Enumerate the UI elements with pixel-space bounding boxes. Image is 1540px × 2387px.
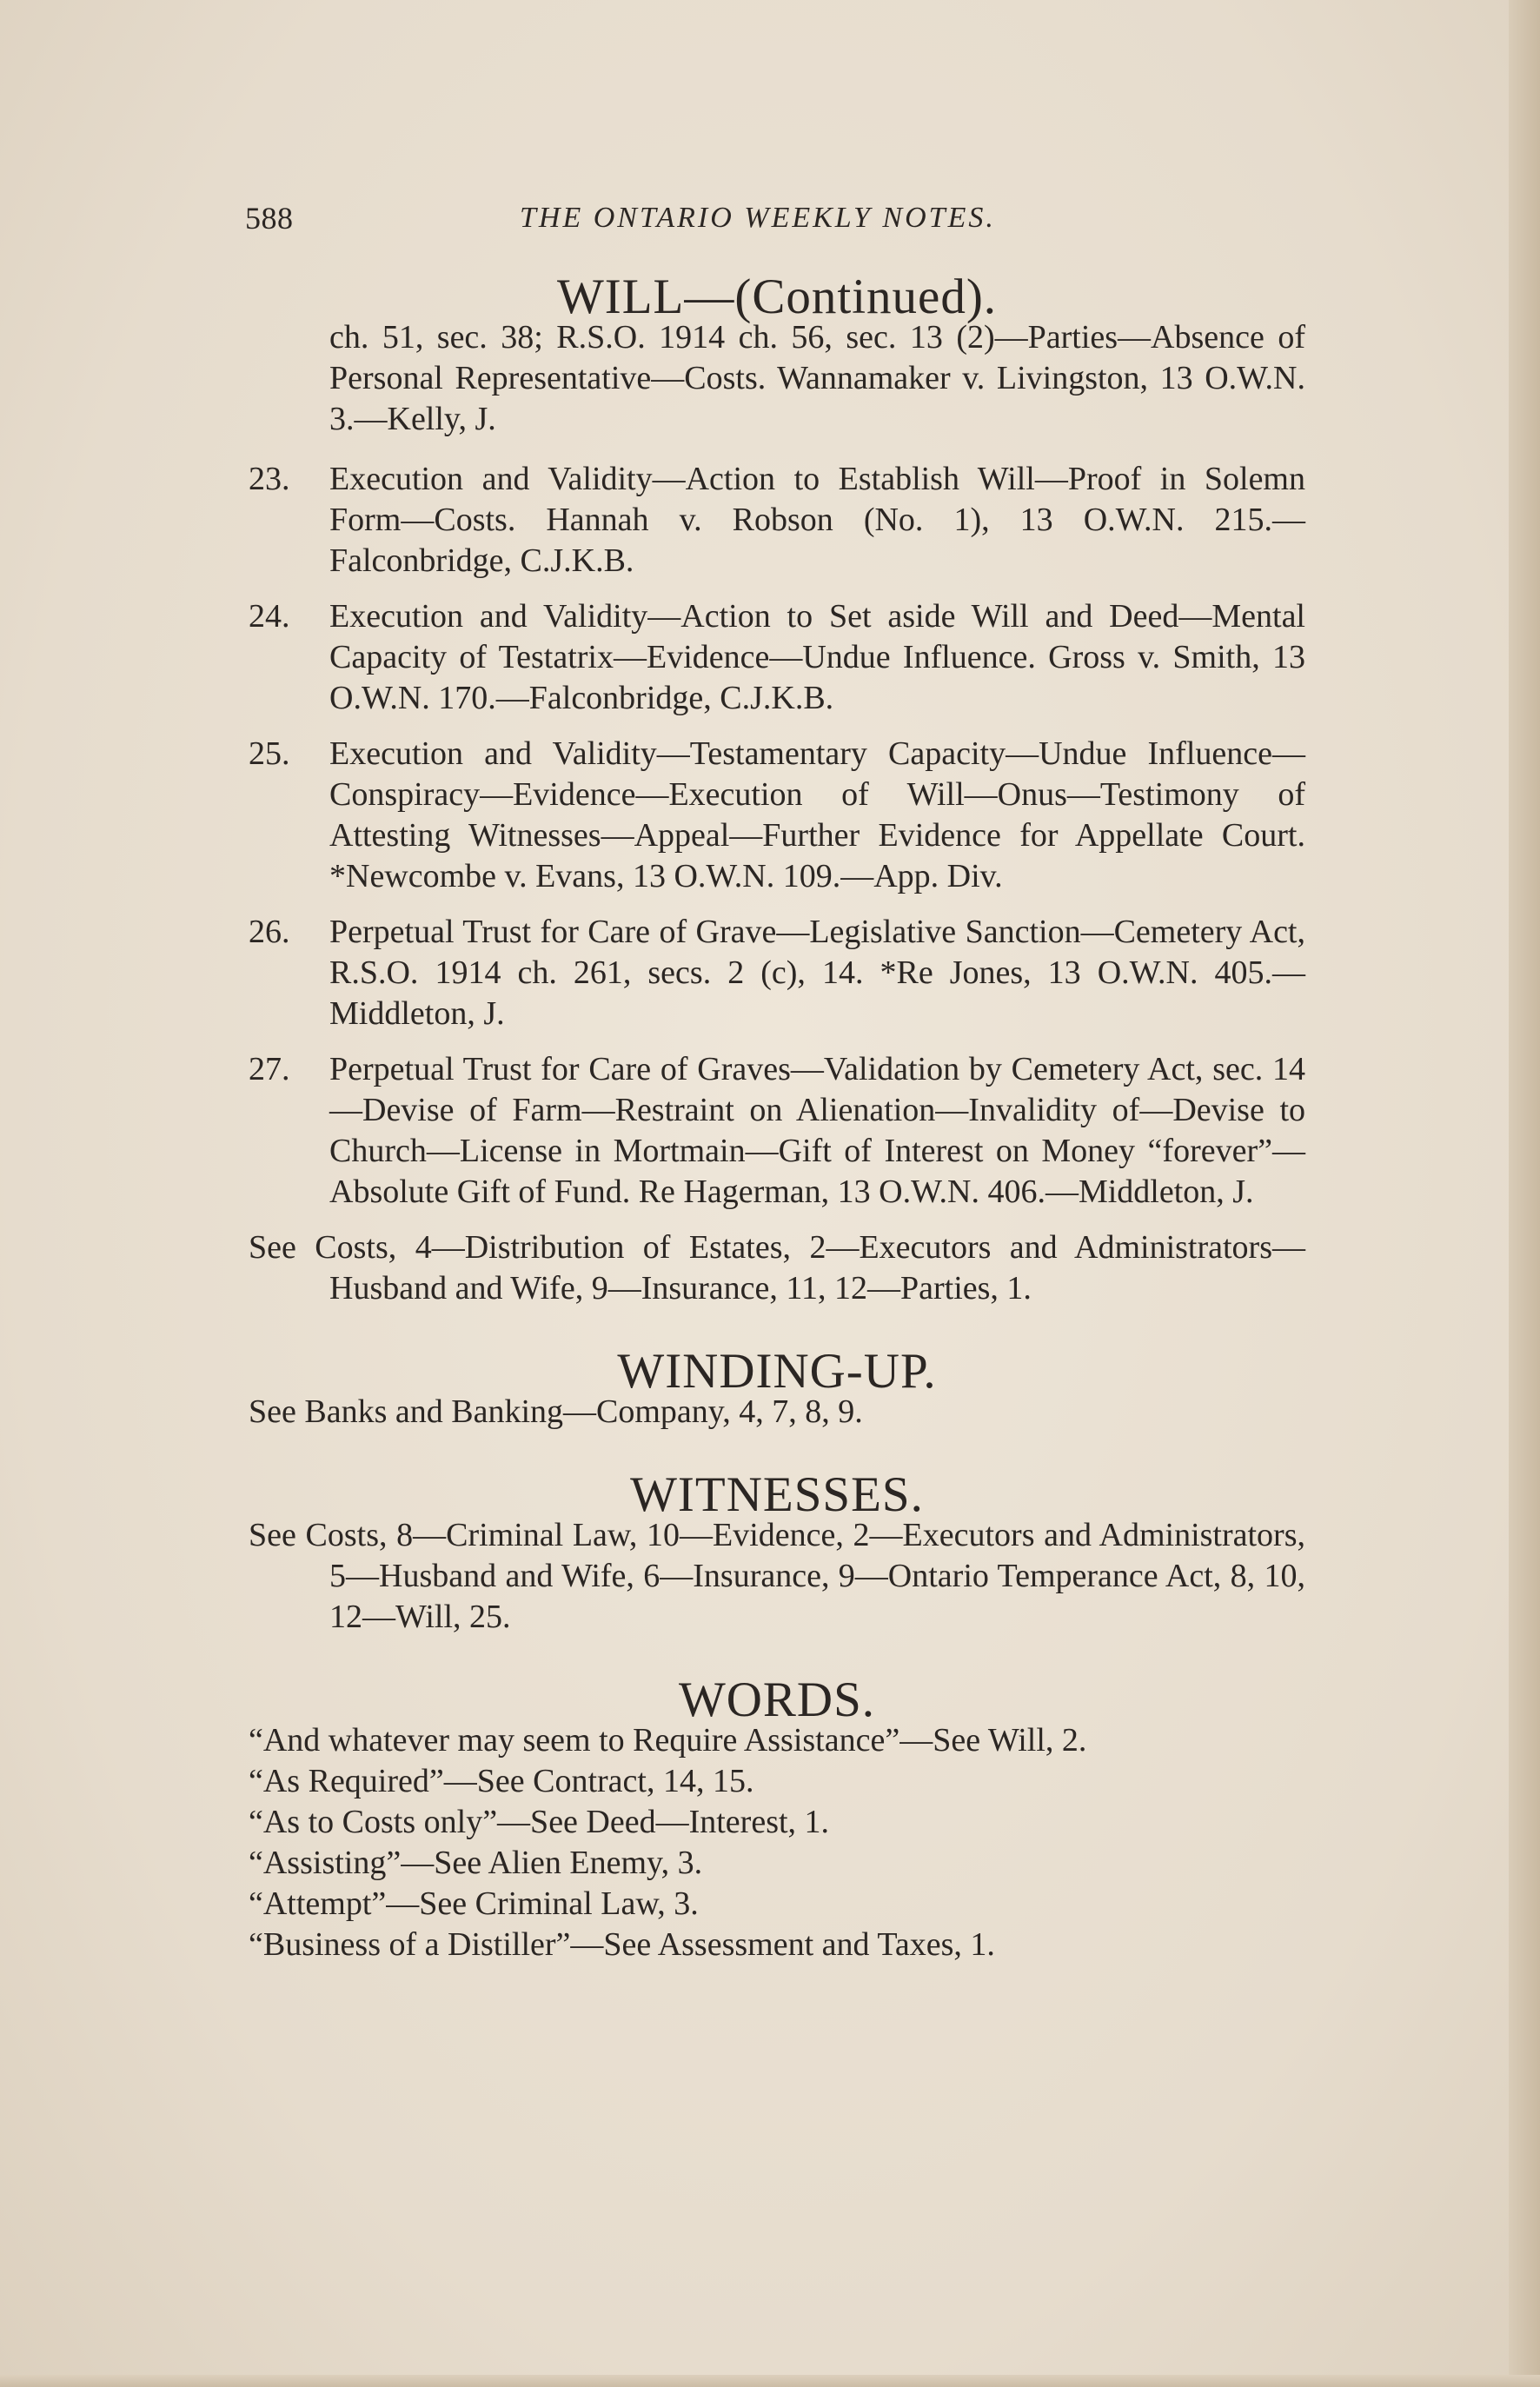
- page-bottom-edge: [0, 2375, 1540, 2387]
- section-heading-will: WILL—(Continued).: [556, 269, 998, 324]
- see-also-will: See Costs, 4—Distribution of Estates, 2—Executors and Administrators—Husband and Wife, 9—Insurance, 11, 12—Parties, 1.: [249, 1229, 1305, 1307]
- index-entry: [249, 912, 1305, 1034]
- words-entry: “Business of a Distiller”—See Assessment and Taxes, 1.: [249, 1926, 995, 1963]
- entry-number: 24.: [249, 598, 290, 635]
- index-entry: [249, 1049, 1305, 1213]
- index-entry: [249, 596, 1305, 719]
- entry-text: Perpetual Trust for Care of Grave—Legislative Sanction—Cemetery Act, R.S.O. 1914 ch. 261, secs. 2 (c), 14. *Re Jones, 13 O.W.N. 405.—Middleton, J.: [329, 914, 1305, 1032]
- entry-number: 27.: [249, 1051, 290, 1087]
- section-heading-words: WORDS.: [678, 1672, 876, 1727]
- index-entry: [249, 459, 1305, 582]
- words-entry: “As Required”—See Contract, 14, 15.: [249, 1763, 754, 1799]
- words-entry: “Assisting”—See Alien Enemy, 3.: [249, 1845, 703, 1881]
- index-entry: [249, 734, 1305, 897]
- section-heading-winding-up: WINDING-UP.: [617, 1344, 937, 1399]
- words-entry: “And whatever may seem to Require Assistance”—See Will, 2.: [249, 1722, 1087, 1759]
- running-title: THE ONTARIO WEEKLY NOTES.: [520, 202, 996, 234]
- words-entry: “As to Costs only”—See Deed—Interest, 1.: [249, 1804, 830, 1840]
- page-edge-shadow: [1509, 0, 1540, 2387]
- section-heading-witnesses: WITNESSES.: [630, 1467, 924, 1522]
- entry-number: 25.: [249, 735, 290, 772]
- entry-number: 26.: [249, 914, 290, 950]
- see-also-witnesses: See Costs, 8—Criminal Law, 10—Evidence, 2—Executors and Administrators, 5—Husband and Wife, 6—Insurance, 9—Ontario Temperance Act, 8, 10, 12—Will, 25.: [249, 1517, 1305, 1635]
- continued-entry: ch. 51, sec. 38; R.S.O. 1914 ch. 56, sec. 13 (2)—Parties—Absence of Personal Representative—Costs. Wannamaker v. Livingston, 13 O.W.N. 3.—Kelly, J.: [329, 319, 1305, 437]
- see-also-winding-up: See Banks and Banking—Company, 4, 7, 8, 9.: [249, 1393, 863, 1430]
- page-number: 588: [245, 201, 294, 236]
- entry-number: 23.: [249, 461, 290, 497]
- words-entry: “Attempt”—See Criminal Law, 3.: [249, 1885, 699, 1922]
- index-content: [249, 269, 1305, 1965]
- entry-text: Execution and Validity—Testamentary Capacity—Undue Influence—Conspiracy—Evidence—Execution of Will—Onus—Testimony of Attesting Witnesses—Appeal—Further Evidence for Appellate Court. *Newcombe v. Evans, 13 O.W.N. 109.—App. Div.: [329, 735, 1305, 894]
- entry-text: Perpetual Trust for Care of Graves—Validation by Cemetery Act, sec. 14—Devise of Farm—Restraint on Alienation—Invalidity of—Devise to Church—License in Mortmain—Gift of Interest on Money “forever”—Absolute Gift of Fund. Re Hagerman, 13 O.W.N. 406.—Middleton, J.: [329, 1051, 1305, 1210]
- entry-text: Execution and Validity—Action to Establish Will—Proof in Solemn Form—Costs. Hannah v. Robson (No. 1), 13 O.W.N. 215.—Falconbridge, C.J.K.B.: [329, 461, 1305, 579]
- entry-text: Execution and Validity—Action to Set aside Will and Deed—Mental Capacity of Testatrix—Evidence—Undue Influence. Gross v. Smith, 13 O.W.N. 170.—Falconbridge, C.J.K.B.: [329, 598, 1305, 716]
